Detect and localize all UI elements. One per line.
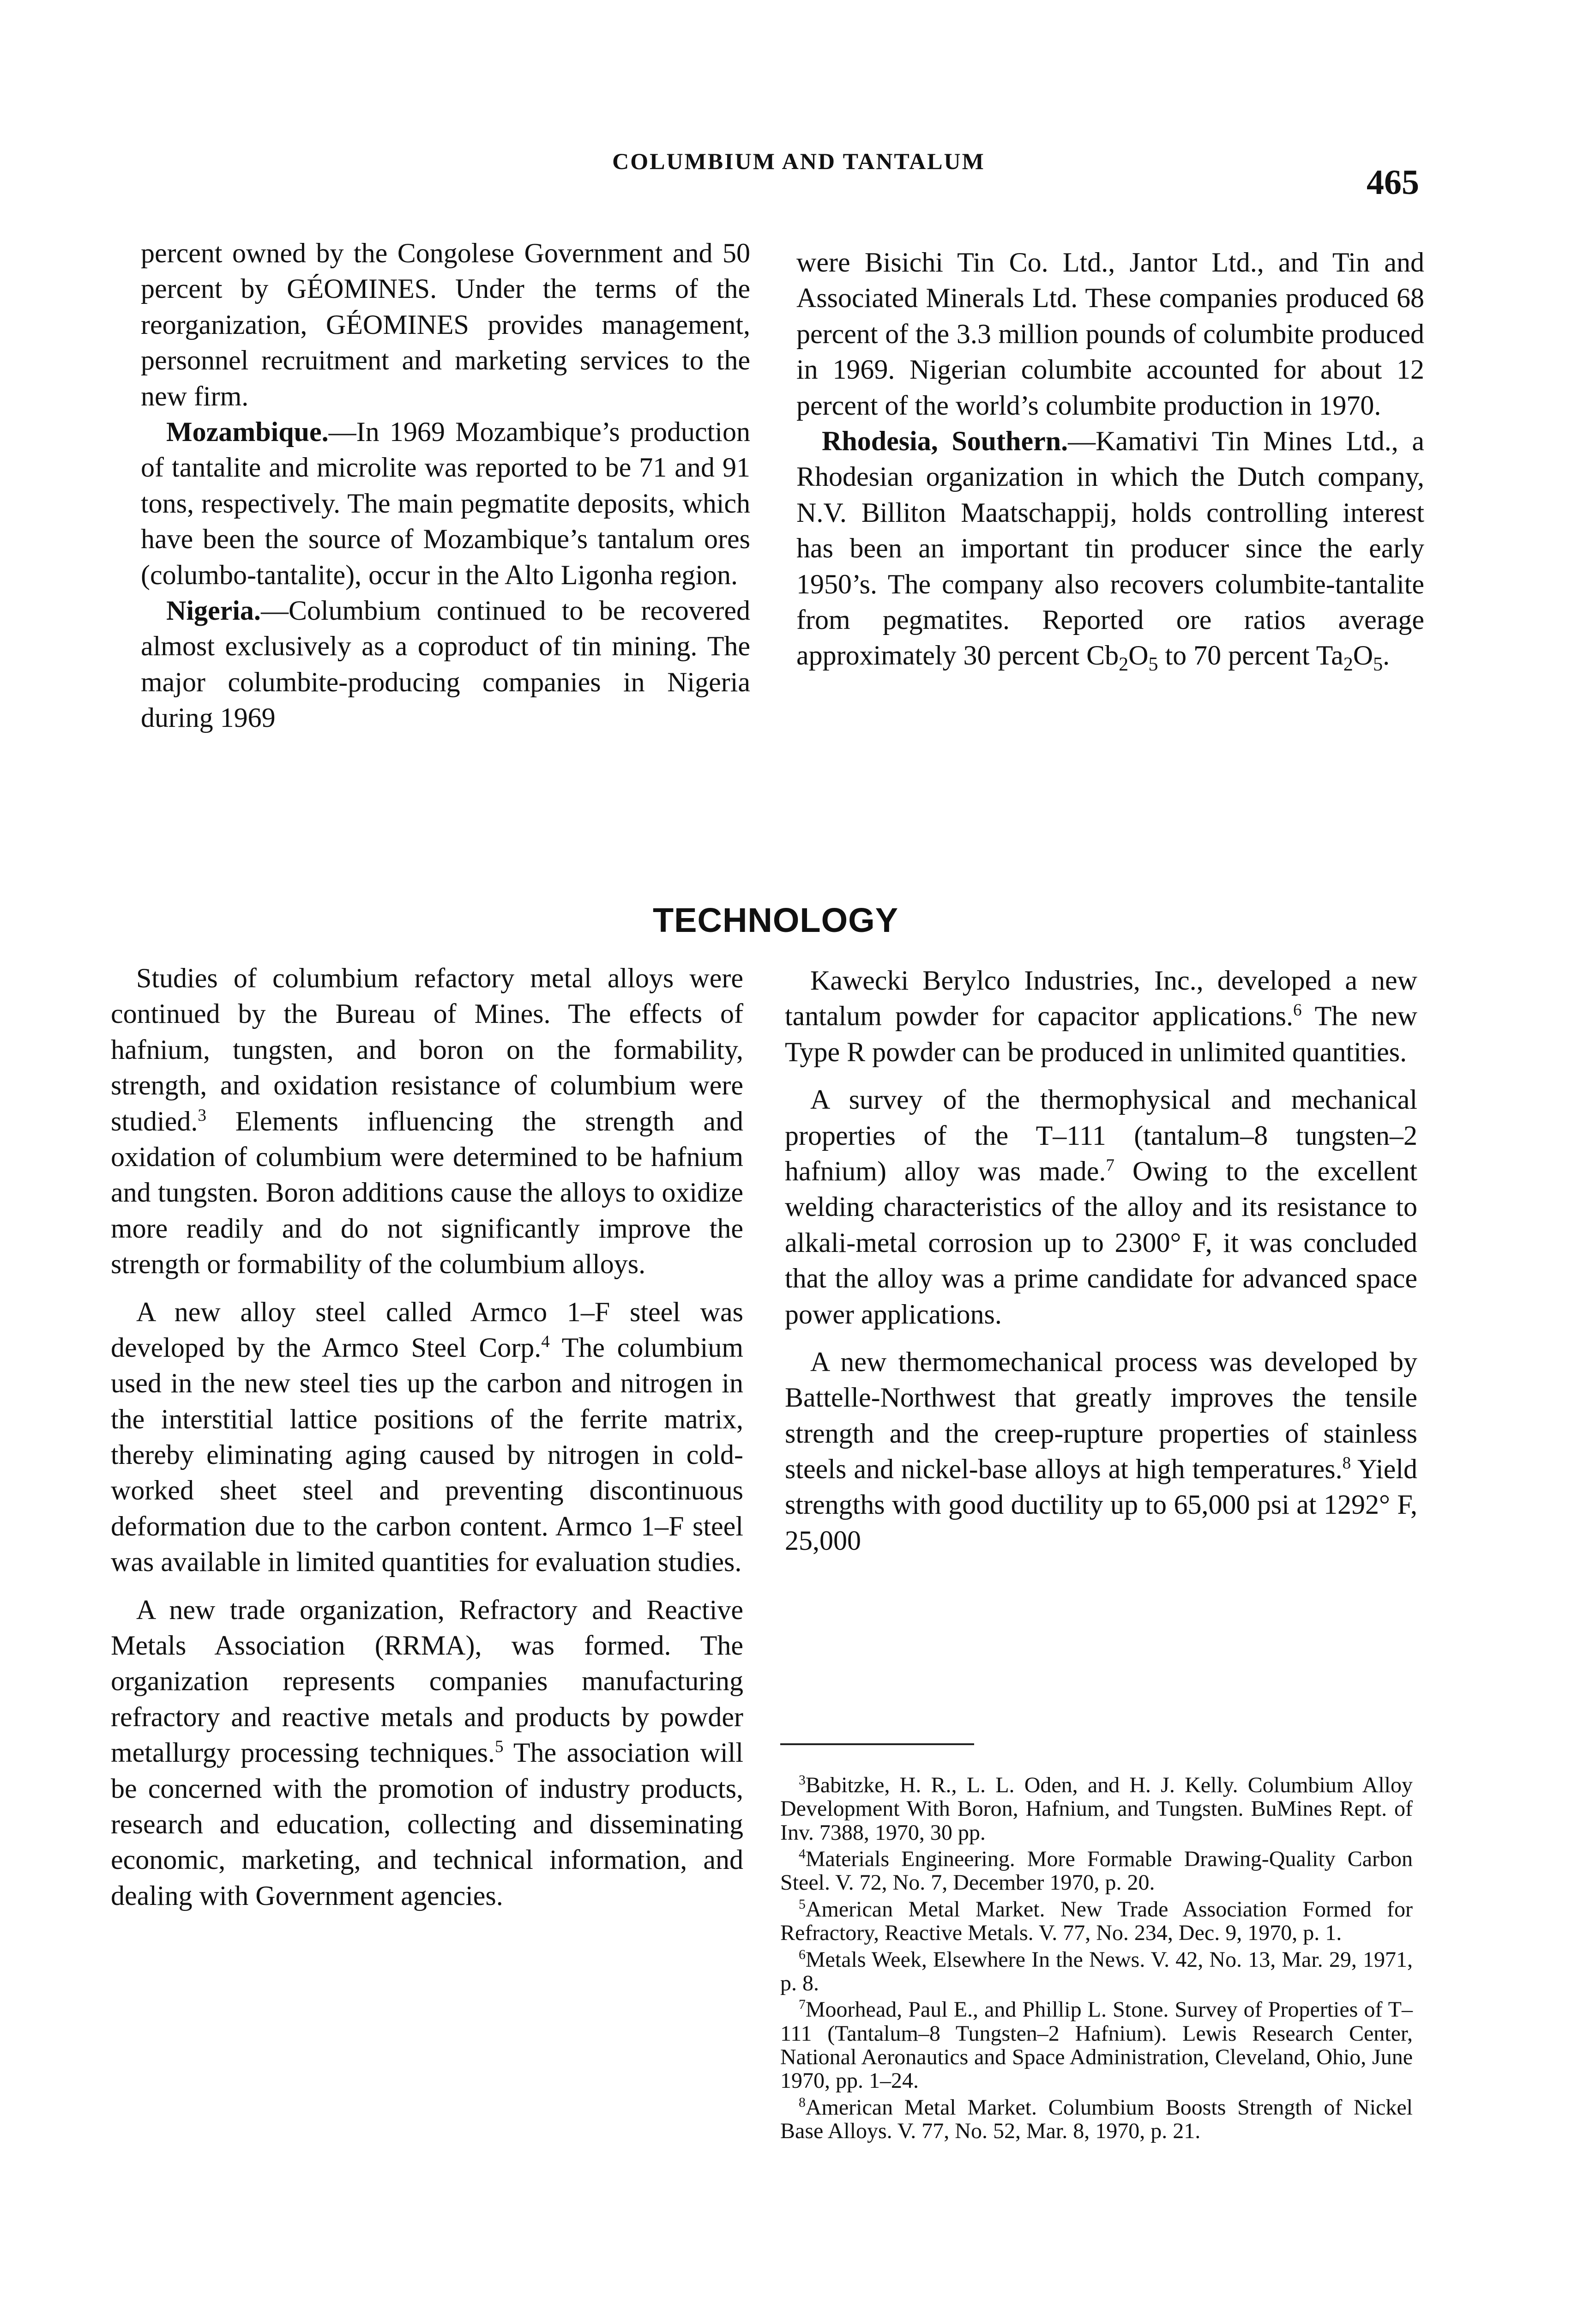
column-top-right xyxy=(796,245,1424,674)
mozambique-heading: Mozambique. xyxy=(166,416,329,447)
mozambique-text: —In 1969 Mozambique’s production of tantalite and microlite was reported to be 71 and 91 tons, respectively. The main pegmatite deposits, which have been the source of Mozambique’s tantalum ores (columbo-tantalite), occur in the Alto Ligonha region. xyxy=(141,416,750,590)
column-top-left xyxy=(141,236,750,736)
paragraph-t111-survey: A survey of the thermophysical and mechanical properties of the T–111 (tantalum–8 tungsten–2 hafnium) alloy was made.$^7$ Owing to the excellent welding characteristics of the alloy and its resistance to alkali-metal corrosion up to 2300° F, it was concluded that the alloy was a prime candidate for advanced space power applications. xyxy=(785,1084,1417,1330)
nigeria-text: —Columbium continued to be recovered almost exclusively as a coproduct of tin mining. The major columbite-producing companies in Nigeria during 1969 xyxy=(141,595,750,733)
rhodesia-text: —Kamativi Tin Mines Ltd., a Rhodesian organization in which the Dutch company, N.V. Billiton Maatschappij, holds controlling interest has been an important tin producer since the early 1950’s. The company also recovers columbite-tantalite from pegmatites. Reported ore ratios average approximately 30 percent xyxy=(796,425,1424,671)
nigeria-heading: Nigeria. xyxy=(166,595,261,626)
footnote-ref-6: 6 xyxy=(1293,1001,1302,1020)
section-heading-technology: TECHNOLOGY xyxy=(652,901,899,939)
paragraph-bureau-of-mines: Studies of columbium refactory metal alloys were continued by the Bureau of Mines. The effects of hafnium, tungsten, and boron on the formability, strength, and oxidation resistance of columbium were studied.$^3$ Elements influencing the strength and oxidation of columbium were determined to be hafnium and tungsten. Boron additions cause the alloys to oxidize more readily and do not significantly improve the strength or formability of the columbium alloys. xyxy=(111,963,743,1280)
footnote-divider xyxy=(780,1743,974,1745)
footnote: $^5$American Metal Market. New Trade Association Formed for Refractory, Reactive Metals. V. 77, No. 234, Dec. 9, 1970, p. 1. xyxy=(780,1896,1413,1946)
paragraph-rhodesia xyxy=(796,423,1424,674)
paragraph-congolese: percent owned by the Congolese Government and 50 percent by GÉOMINES. Under the terms of the reorganization, GÉOMINES provides management, personnel recruitment and marketing services to the new firm. xyxy=(141,238,750,411)
footnotes xyxy=(780,1773,1413,2146)
running-head: COLUMBIUM AND TANTALUM xyxy=(612,148,985,174)
footnote: $^4$Materials Engineering. More Formable Drawing-Quality Carbon Steel. V. 72, No. 7, December 1970, p. 20. xyxy=(780,1846,1413,1895)
footnote-ref-3: 3 xyxy=(198,1106,206,1125)
footnote-ref-5: 5 xyxy=(494,1737,504,1757)
footnote: $^3$Babitzke, H. R., L. L. Oden, and H. J. Kelly. Columbium Alloy Development With Boron, Hafnium, and Tungsten. BuMines Rept. of Inv. 7388, 1970, 30 pp. xyxy=(780,1772,1413,1845)
page-number: 465 xyxy=(1367,163,1419,202)
ore-ratio-formula: $Cb_2O_5$ to 70 percent $Ta_2O_5$. xyxy=(1086,640,1390,676)
column-bottom-left xyxy=(111,961,743,1914)
paragraph-mozambique xyxy=(141,414,750,593)
footnote: $^7$Moorhead, Paul E., and Phillip L. Stone. Survey of Properties of T–111 (Tantalum–8 Tungsten–2 Hafnium). Lewis Research Center, National Aeronautics and Space Administration, Cleveland, Ohio, June 1970, pp. 1–24. xyxy=(780,1997,1413,2093)
paragraph-kawecki: Kawecki Berylco Industries, Inc., developed a new tantalum powder for capacitor applications.$^6$ The new Type R powder can be produced in unlimited quantities. xyxy=(785,965,1417,1067)
paragraph-bisichi: were Bisichi Tin Co. Ltd., Jantor Ltd., and Tin and Associated Minerals Ltd. These companies produced 68 percent of the 3.3 million pounds of columbite produced in 1969. Nigerian columbite accounted for about 12 percent of the world’s columbite production in 1970. xyxy=(796,247,1424,421)
footnote-ref-8: 8 xyxy=(1342,1454,1351,1473)
rhodesia-heading: Rhodesia, Southern. xyxy=(822,425,1068,456)
paragraph-nigeria xyxy=(141,593,750,736)
footnote: $^6$Metals Week, Elsewhere In the News. V. 42, No. 13, Mar. 29, 1971, p. 8. xyxy=(780,1946,1413,1995)
paragraph-rrma: A new trade organization, Refractory and Reactive Metals Association (RRMA), was formed. The organization represents companies manufacturing refractory and reactive metals and products by powder metallurgy processing techniques.$^5$ The association will be concerned with the promotion of industry products, research and education, collecting and disseminating economic, marketing, and technical information, and dealing with Government agencies. xyxy=(111,1594,744,1911)
paragraph-battelle: A new thermomechanical process was developed by Battelle-Northwest that greatly improves the tensile strength and the creep-rupture properties of stainless steels and nickel-base alloys at high temperatures.$^8$ Yield strengths with good ductility up to 65,000 psi at 1292° F, 25,000 xyxy=(785,1346,1418,1556)
paragraph-armco: A new alloy steel called Armco 1–F steel was developed by the Armco Steel Corp.$^4$ The columbium used in the new steel ties up the carbon and nitrogen in the interstitial lattice positions of the ferrite matrix, thereby eliminating aging caused by nitrogen in cold-worked sheet steel and preventing discontinuous deformation due to the carbon content. Armco 1–F steel was available in limited quantities for evaluation studies. xyxy=(111,1296,743,1578)
footnote-ref-4: 4 xyxy=(541,1332,550,1351)
column-bottom-right xyxy=(785,963,1417,1559)
footnote-ref-7: 7 xyxy=(1106,1155,1114,1175)
footnote: $^8$American Metal Market. Columbium Boosts Strength of Nickel Base Alloys. V. 77, No. 52, Mar. 8, 1970, p. 21. xyxy=(780,2094,1413,2144)
